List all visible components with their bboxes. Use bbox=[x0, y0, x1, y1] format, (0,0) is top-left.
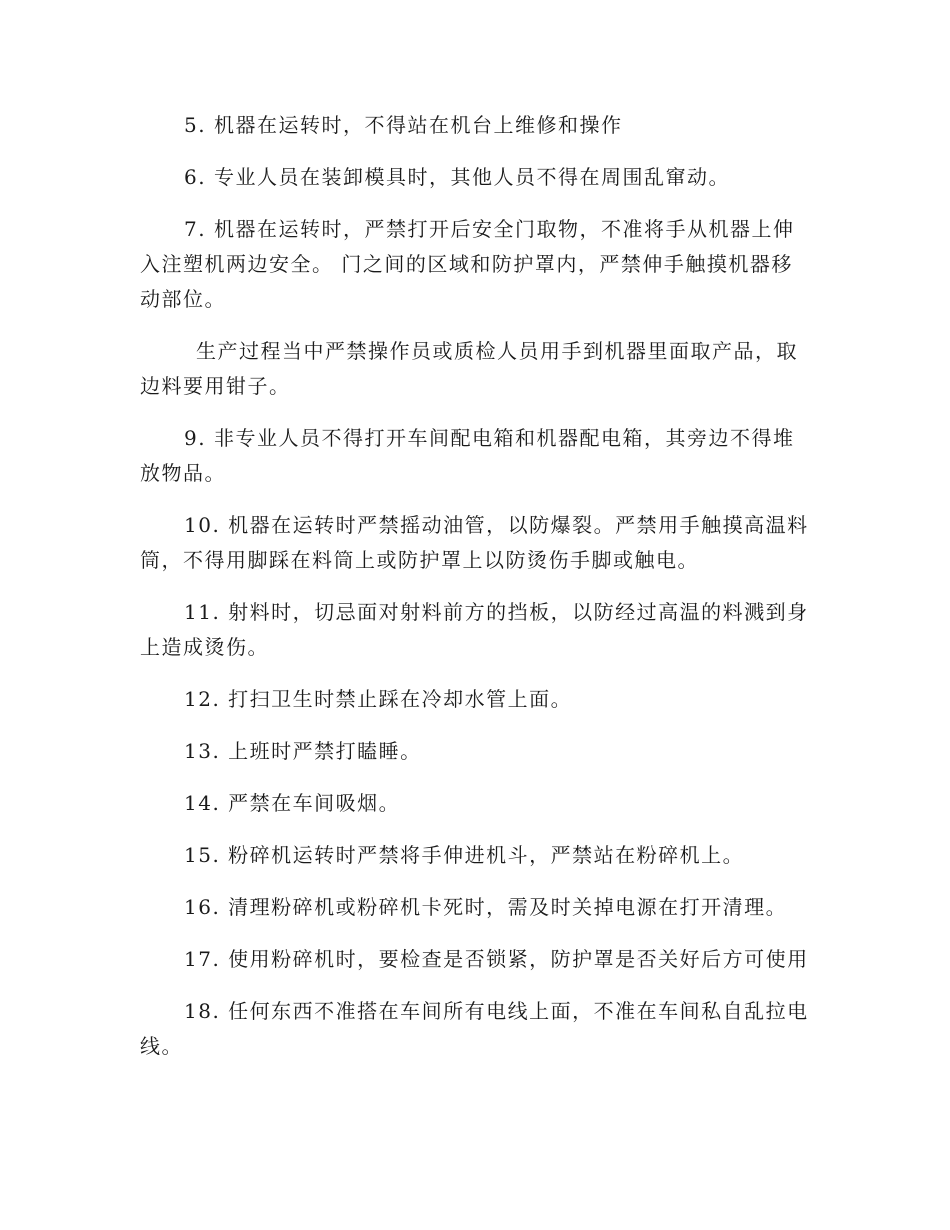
rule-paragraph-16: 16. 清理粉碎机或粉碎机卡死时，需及时关掉电源在打开清理。 bbox=[184, 895, 788, 919]
rule-paragraph-10: 10. 机器在运转时严禁摇动油管，以防爆裂。严禁用手触摸高温料筒，不得用脚踩在料筒上或防护罩上以防烫伤手脚或触电。 bbox=[140, 513, 809, 572]
rule-paragraph-12: 12. 打扫卫生时禁止踩在冷却水管上面。 bbox=[184, 687, 573, 711]
rule-paragraph-14: 14. 严禁在车间吸烟。 bbox=[184, 791, 401, 815]
rule-paragraph-7: 7. 机器在运转时，严禁打开后安全门取物，不准将手从机器上伸入注塑机两边安全。 门之间的区域和防护罩内，严禁伸手触摸机器移动部位。 bbox=[140, 217, 795, 311]
rule-paragraph-13: 13. 上班时严禁打瞌睡。 bbox=[184, 739, 422, 763]
rule-paragraph-5: 5. 机器在运转时，不得站在机台上维修和操作 bbox=[184, 113, 623, 137]
rule-paragraph-11: 11. 射料时，切忌面对射料前方的挡板，以防经过高温的料溅到身上造成烫伤。 bbox=[140, 600, 809, 659]
rule-paragraph-18: 18. 任何东西不准搭在车间所有电线上面，不准在车间私自乱拉电线。 bbox=[140, 999, 809, 1058]
rule-paragraph-9: 9. 非专业人员不得打开车间配电箱和机器配电箱，其旁边不得堆放物品。 bbox=[140, 426, 795, 485]
rule-paragraph-17: 17. 使用粉碎机时，要检查是否锁紧，防护罩是否关好后方可使用 bbox=[184, 947, 809, 971]
rule-paragraph-8: 生产过程当中严禁操作员或质检人员用手到机器里面取产品，取边料要用钳子。 bbox=[140, 339, 798, 398]
rule-paragraph-6: 6. 专业人员在装卸模具时，其他人员不得在周围乱窜动。 bbox=[184, 165, 730, 189]
document-body bbox=[140, 108, 810, 1081]
rule-paragraph-15: 15. 粉碎机运转时严禁将手伸进机斗，严禁站在粉碎机上。 bbox=[184, 843, 745, 867]
